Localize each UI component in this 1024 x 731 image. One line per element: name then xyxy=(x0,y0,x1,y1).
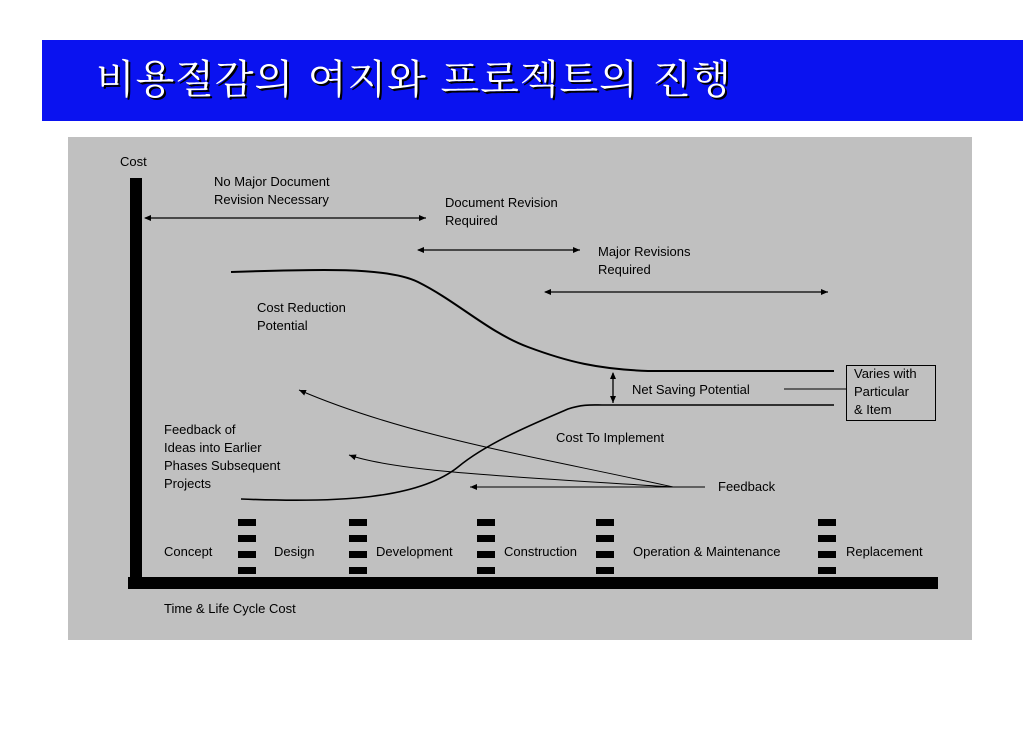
phase-label-replacement: Replacement xyxy=(846,544,923,559)
phase-divider-4 xyxy=(596,519,614,574)
title-bar xyxy=(42,40,1023,121)
feedback-left-label: Feedback of Ideas into Earlier Phases Subsequent Projects xyxy=(164,422,281,491)
range-label-document-revision: Document Revision Required xyxy=(445,195,558,228)
phase-label-concept: Concept xyxy=(164,544,213,559)
y-axis xyxy=(130,178,142,587)
phase-divider-1 xyxy=(238,519,256,574)
phase-divider-3 xyxy=(477,519,495,574)
net-saving-label: Net Saving Potential xyxy=(632,382,750,397)
range-label-no-revision: No Major Document Revision Necessary xyxy=(214,174,330,207)
cost-reduction-label: Cost Reduction Potential xyxy=(257,300,346,333)
x-axis xyxy=(128,577,938,589)
note-text: Varies with Particular & Item xyxy=(854,366,917,417)
feedback-arrow-middle xyxy=(349,455,673,487)
x-axis-label: Time & Life Cycle Cost xyxy=(164,601,296,616)
range-label-major-revisions: Major Revisions Required xyxy=(598,244,691,277)
page-title: 비용절감의 여지와 프로젝트의 진행 xyxy=(96,57,732,103)
phase-divider-5 xyxy=(818,519,836,574)
phase-label-operation: Operation & Maintenance xyxy=(633,544,781,559)
feedback-right-label: Feedback xyxy=(718,479,776,494)
phase-divider-2 xyxy=(349,519,367,574)
y-axis-label: Cost xyxy=(120,154,147,169)
phase-label-design: Design xyxy=(274,544,315,559)
cost-implement-label: Cost To Implement xyxy=(556,430,665,445)
diagram-panel xyxy=(68,137,972,640)
phase-label-development: Development xyxy=(376,544,453,559)
phase-label-construction: Construction xyxy=(504,544,577,559)
